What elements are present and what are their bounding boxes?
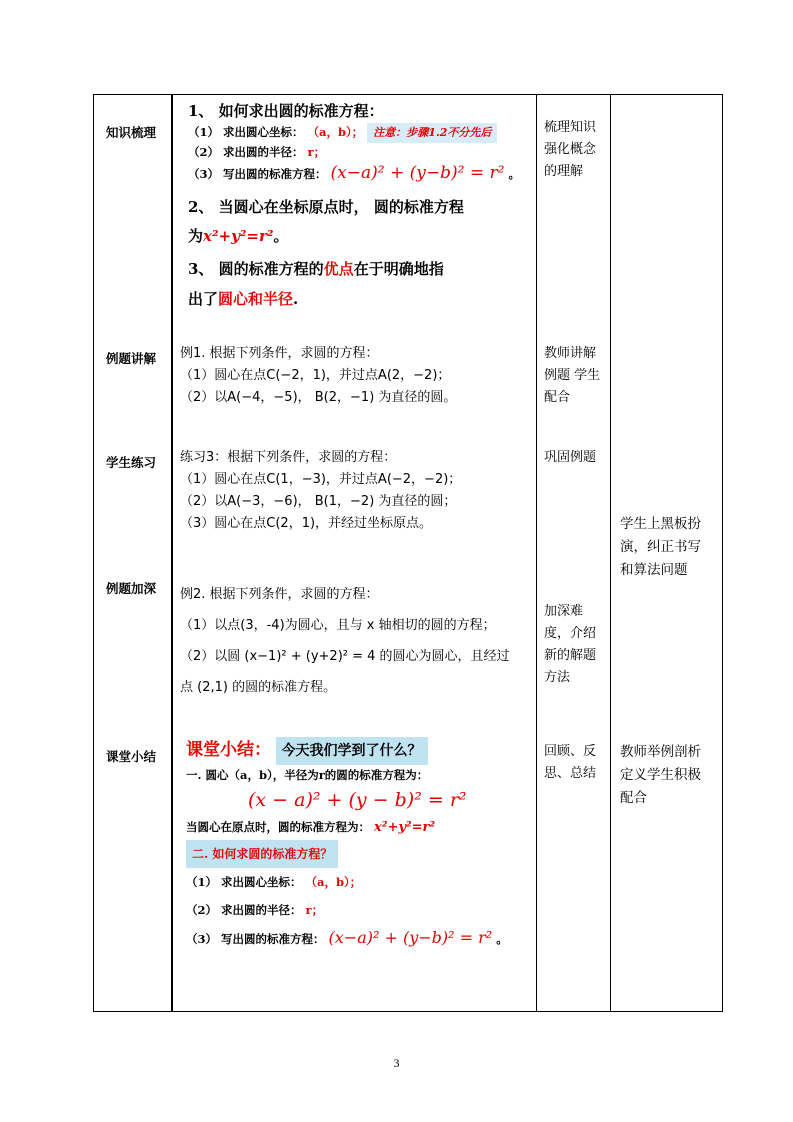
practice-line-2: （1）圆心在点C(1，−3)，并过点A(−2，−2)； [180,472,462,487]
summary-step-3-text: （3） 写出圆的标准方程： [186,932,325,946]
summary-content [186,737,536,953]
advanced-content [180,579,536,703]
heading-2b-end: 。 [273,227,289,245]
purpose-advanced: 加深难度，介绍新的解题方法 [544,604,597,685]
example-line-2: （1）圆心在点C(−2，1)，并过点A(2，−2)； [180,368,451,383]
summary-step-1-value: （a，b）； [305,875,362,889]
summary-point-one: 一. 圆心（a，b），半径为r的圆的标准方程为： [186,768,429,782]
row-label-knowledge: 知识梳理 [106,125,157,140]
summary-step-3-end: 。 [496,932,508,946]
row-label-example: 例题讲解 [106,351,157,366]
summary-big-formula: (x − a)² + (y − b)² = r² [248,789,467,811]
summary-step-1 [186,868,536,896]
note-summary: 教师举例剖析定义学生积极配合 [620,744,701,806]
row-label-summary: 课堂小结 [106,749,157,764]
lesson-plan-table [93,94,723,1012]
row-label-advanced: 例题加深 [106,581,157,596]
summary-title-red: 课堂小结： [186,740,271,760]
step-3-end: 。 [508,167,520,181]
heading-3c [188,284,534,314]
step-2 [188,143,534,161]
heading-2b [188,222,534,250]
column-divider [171,95,173,1011]
heading-3-a: 3、 圆的标准方程的 [188,260,324,278]
step-1-value: （a，b）； [307,125,364,139]
advanced-line-2: （1）以点(3，-4)为圆心，且与 x 轴相切的圆的方程； [180,618,496,633]
column-divider [610,95,611,1011]
practice-content [180,447,536,535]
heading-3c-red: 圆心和半径 [218,290,294,308]
practice-line-1: 练习3：根据下列条件，求圆的方程： [180,450,397,465]
summary-step-2-text: （2） 求出圆的半径： [186,903,302,917]
step-2-text: （2） 求出圆的半径： [188,145,304,159]
heading-2b-formula: x²+y²=r² [203,227,274,245]
step-3 [188,161,534,186]
step-1 [188,123,534,143]
step-2-value: r； [307,145,326,159]
summary-step-3-formula: (x−a)² + (y−b)² = r² [328,928,493,947]
purpose-summary: 回顾、反思、总结 [544,744,597,781]
heading-3c-end: . [293,290,299,308]
summary-origin [186,815,536,840]
heading-2b-pre: 为 [188,227,204,245]
summary-point-two: 二. 如何求圆的标准方程？ [186,840,338,868]
summary-origin-formula: x²+y²=r² [374,820,436,835]
summary-step-3 [186,924,536,953]
page-number: 3 [393,1056,400,1070]
summary-title-highlight: 今天我们学到了什么？ [276,737,428,765]
summary-origin-text: 当圆心在原点时，圆的标准方程为： [186,820,370,834]
note-practice: 学生上黑板扮演，纠正书写和算法问题 [620,516,701,578]
heading-2: 2、 当圆心在坐标原点时， 圆的标准方程 [188,198,464,216]
step-1-text: （1） 求出圆心坐标： [188,125,304,139]
row-label-practice: 学生练习 [106,455,157,470]
step-3-text: （3） 写出圆的标准方程： [188,167,327,181]
summary-step-1-text: （1） 求出圆心坐标： [186,875,302,889]
column-divider [536,95,537,1011]
note-badge: 注意：步骤1.2不分先后 [367,123,497,143]
purpose-example: 教师讲解例题 学生配合 [544,346,601,405]
practice-line-4: （3）圆心在点C(2，1)，并经过坐标原点。 [180,516,433,531]
example-content [180,343,536,409]
step-3-formula: (x−a)² + (y−b)² = r² [330,163,505,183]
practice-line-3: （2）以A(−3，−6)， B(1，−2) 为直径的圆； [180,494,457,509]
purpose-knowledge: 梳理知识强化概念的理解 [544,120,597,179]
advanced-line-4: 点 (2,1) 的圆的标准方程。 [180,680,337,695]
example-line-3: （2）以A(−4，−5)， B(2，−1) 为直径的圆。 [180,390,457,405]
heading-3 [188,254,534,284]
summary-step-2-value: r； [305,903,324,917]
knowledge-content [188,99,534,314]
heading-3c-text: 出了 [188,290,219,308]
summary-big-formula-row [186,785,536,815]
example-line-1: 例1. 根据下列条件，求圆的方程： [180,346,379,361]
summary-point-two-row [186,840,536,868]
heading-3-red: 优点 [323,260,354,278]
summary-title [186,737,536,765]
heading-3-b: 在于明确地指 [353,260,444,278]
advanced-line-3: （2）以圆 (x−1)² + (y+2)² = 4 的圆心为圆心，且经过 [180,649,510,664]
advanced-line-1: 例2. 根据下列条件，求圆的方程： [180,587,379,602]
summary-step-2 [186,896,536,924]
heading-1: 1、 如何求出圆的标准方程： [188,102,384,120]
purpose-practice: 巩固例题 [544,450,597,465]
